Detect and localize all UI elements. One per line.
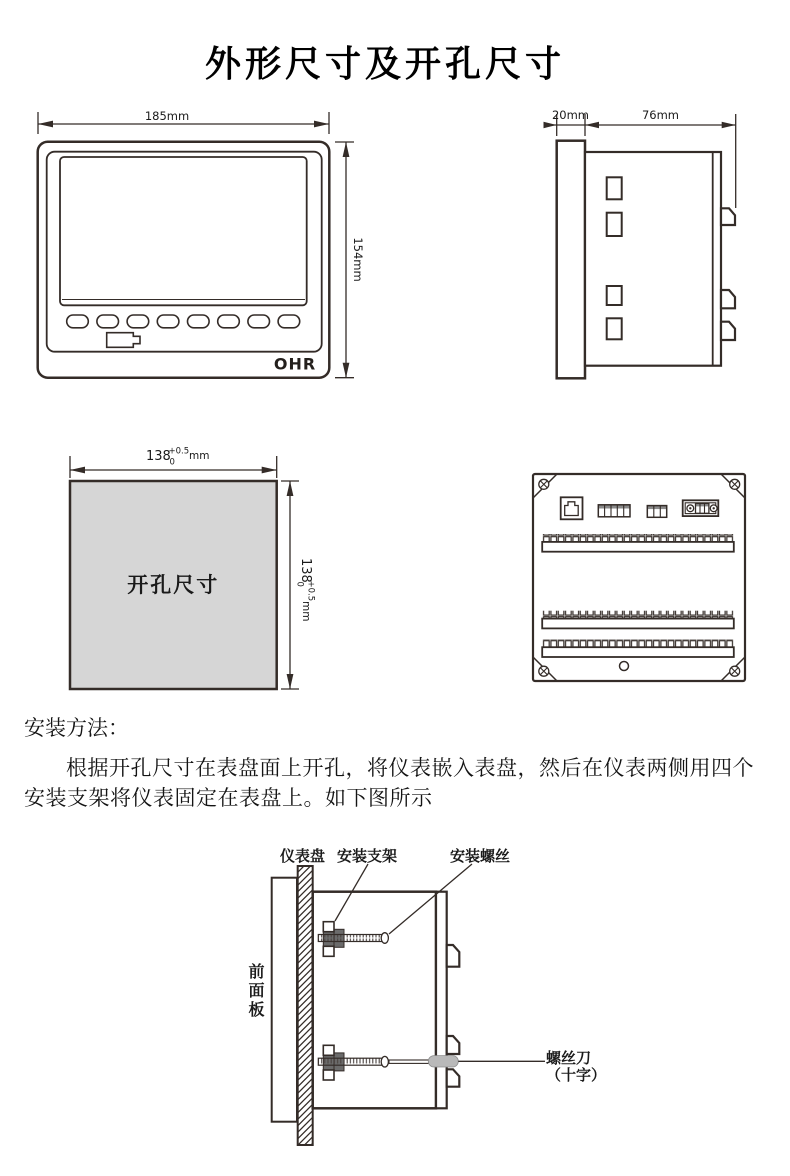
side-view-figure bbox=[530, 95, 790, 400]
dim-185mm-label: 185mm bbox=[144, 109, 190, 123]
corner-screw bbox=[539, 666, 549, 676]
bracket-label: 安装支架 bbox=[337, 849, 398, 865]
install-back-panel bbox=[436, 892, 447, 1109]
mounting-clip bbox=[447, 945, 460, 967]
grounding-hole bbox=[620, 662, 629, 671]
panel-label: 仪表盘 bbox=[280, 849, 326, 865]
terminal-strip bbox=[542, 534, 734, 552]
front-view-figure bbox=[0, 95, 400, 400]
power-connector bbox=[683, 500, 719, 516]
dim-76mm-label: 76mm bbox=[641, 108, 680, 122]
install-mounting-panel bbox=[298, 866, 313, 1145]
dim-185mm bbox=[38, 109, 329, 134]
cutout-height-sub: 0 bbox=[294, 581, 305, 587]
side-body bbox=[585, 152, 721, 366]
mounting-clip bbox=[447, 1036, 460, 1054]
cutout-width-unit: mm bbox=[189, 450, 210, 462]
mounting-clip bbox=[447, 1069, 460, 1086]
dim-cutout-width bbox=[70, 447, 277, 479]
corner-screw bbox=[539, 479, 549, 489]
terminal-strip bbox=[542, 611, 734, 629]
device-outer-frame bbox=[38, 142, 330, 378]
mounting-screw-thread bbox=[318, 935, 383, 942]
bracket-tab bbox=[323, 1070, 334, 1080]
screwdriver-label-line1: 螺丝刀 bbox=[546, 1051, 592, 1067]
mounting-clip bbox=[721, 322, 735, 340]
dim-154mm bbox=[335, 142, 365, 378]
mounting-screw-head bbox=[381, 933, 388, 944]
corner-screw bbox=[730, 666, 740, 676]
front-panel-label: 前面板 bbox=[246, 963, 263, 1020]
bracket-tab bbox=[323, 946, 334, 956]
side-front-bezel bbox=[557, 141, 585, 379]
cutout-width-base: 138 bbox=[146, 449, 171, 464]
brand-logo: OHR bbox=[273, 354, 317, 374]
cutout-width-sup: +0.5 bbox=[168, 446, 190, 457]
cutout-height-sup: +0.5 bbox=[305, 580, 316, 602]
cutout-height-base: 138 bbox=[298, 558, 313, 583]
instructions-heading: 安装方法： bbox=[24, 716, 129, 740]
dim-cutout-height bbox=[281, 481, 316, 689]
ethernet-port bbox=[561, 497, 583, 519]
install-front-bezel bbox=[272, 878, 297, 1122]
installation-instructions bbox=[24, 712, 772, 813]
cutout-label: 开孔尺寸 bbox=[127, 573, 220, 597]
mounting-clip bbox=[721, 290, 735, 308]
bracket-tab bbox=[323, 922, 334, 932]
screwdriver-shaft bbox=[389, 1060, 429, 1063]
install-figure bbox=[220, 830, 790, 1176]
cutout-width-sub: 0 bbox=[169, 457, 175, 468]
screwdriver-handle bbox=[428, 1056, 458, 1067]
corner-screw bbox=[730, 479, 740, 489]
screwdriver-label-line2: （十字） bbox=[546, 1068, 607, 1084]
terminal-block-small bbox=[647, 506, 666, 518]
mounting-clip bbox=[721, 208, 735, 225]
bracket-tab bbox=[323, 1045, 334, 1055]
screwdriver-label bbox=[546, 1051, 606, 1085]
cutout-height-unit: mm bbox=[300, 601, 312, 622]
instructions-body: 根据开孔尺寸在表盘面上开孔，将仪表嵌入表盘，然后在仪表两侧用四个安装支架将仪表固定在表盘上。如下图所示 bbox=[24, 756, 754, 810]
page-title: 外形尺寸及开孔尺寸 bbox=[204, 44, 565, 85]
dim-20mm-label: 20mm bbox=[551, 108, 590, 122]
side-mounting-clips bbox=[721, 208, 735, 340]
mounting-screw-head bbox=[381, 1056, 388, 1067]
mounting-screw-thread bbox=[318, 1058, 383, 1065]
back-view-figure bbox=[515, 455, 765, 700]
dim-154mm-label: 154mm bbox=[351, 237, 365, 282]
terminal-strip bbox=[542, 639, 734, 657]
screw-label: 安装螺丝 bbox=[450, 849, 511, 865]
terminal-block-small bbox=[598, 505, 630, 517]
cutout-figure bbox=[30, 430, 340, 710]
